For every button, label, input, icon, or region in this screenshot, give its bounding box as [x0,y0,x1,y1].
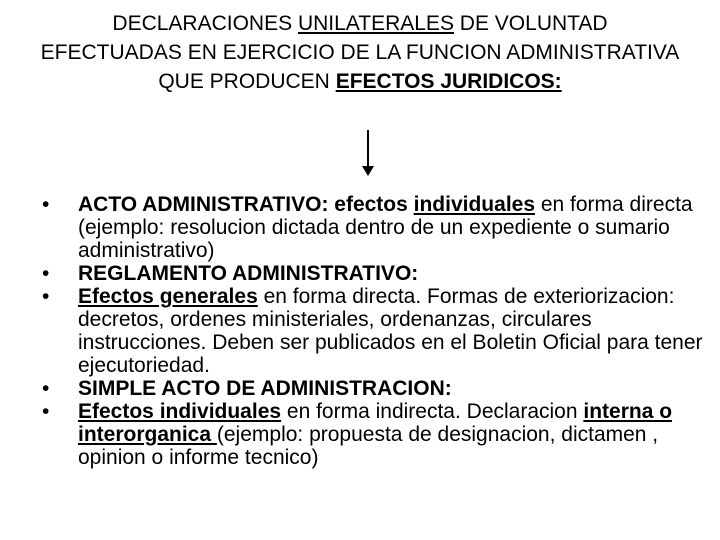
item-label: SIMPLE ACTO DE ADMINISTRACION: [78,377,452,400]
item-text-2: (ejemplo: propuesta de designacion, dictamen , opinion o informe tecnico) [78,423,659,469]
list-item-acto-administrativo [38,193,710,262]
item-label: REGLAMENTO ADMINISTRATIVO: [78,262,419,285]
list-item-reglamento-administrativo [38,262,710,285]
bullet-icon: • [42,262,50,285]
title-text-1: DECLARACIONES [112,12,298,35]
slide-title [40,9,680,96]
item-text: en forma indirecta. Declaracion [281,400,584,423]
title-text-2: DE VOLUNTAD EFECTUADAS EN EJERCICIO DE LA FUNCION ADMINISTRATIVA QUE PRODUCEN [40,12,680,93]
list-item-efectos-individuales [38,400,710,469]
item-underlined: Efectos individuales [78,400,282,423]
bullet-icon: • [42,285,50,308]
item-underlined: Efectos generales [78,285,258,308]
down-arrow-icon [348,130,388,178]
title-efectos-juridicos: EFECTOS JURIDICOS: [335,70,562,93]
bullet-icon: • [42,377,50,400]
bullet-list [38,193,710,469]
item-underlined-2: interna o interorganica [78,400,673,446]
list-item-simple-acto [38,377,710,400]
title-unilaterales: UNILATERALES [297,12,454,35]
item-underlined: individuales [413,193,536,216]
list-item-efectos-generales [38,285,710,377]
item-text: en forma directa. Formas de exteriorizacion: decretos, ordenes ministeriales, ordenanzas, circulares instrucciones. Deben ser publicados en el Boletin Oficial para tener ejecutoriedad. [78,285,703,377]
item-label: ACTO ADMINISTRATIVO: efectos [78,193,414,216]
bullet-icon: • [42,400,50,423]
item-text: en forma directa (ejemplo: resolucion dictada dentro de un expediente o sumario administrativo) [78,193,693,262]
bullet-icon: • [42,193,50,216]
